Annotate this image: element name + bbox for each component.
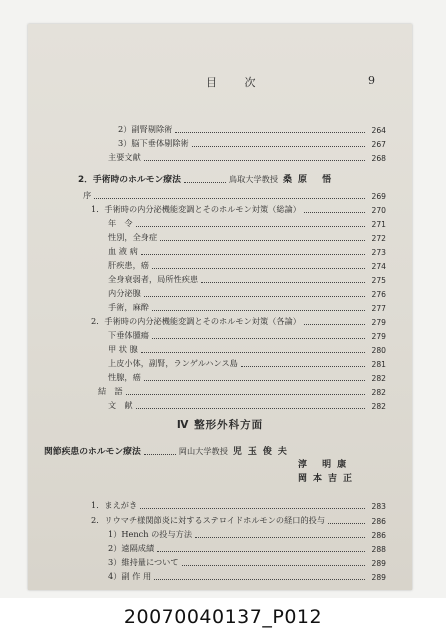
toc-entry-page: 274 xyxy=(371,262,386,271)
toc-entry-title: 2．リウマチ様関節炎に対するステロイドホルモンの経口的投与 xyxy=(91,515,326,525)
dot-leader xyxy=(154,579,365,580)
chapter-author-name: 桑原 悟 xyxy=(283,175,338,185)
toc-entry xyxy=(108,398,386,411)
toc-entry-page: 276 xyxy=(371,290,386,299)
article-heading-line xyxy=(44,444,382,457)
chapter-heading-title: 2．手術時のホルモン療法 xyxy=(78,175,181,185)
toc-entry-title: 結 語 xyxy=(98,386,123,396)
toc-entry-title: 性別，全身症 xyxy=(108,232,158,242)
toc-entry-page: 272 xyxy=(371,234,386,243)
dot-leader xyxy=(152,268,365,269)
toc-entry xyxy=(108,230,386,243)
chapter-author-affiliation: 鳥取大学教授 xyxy=(228,174,279,184)
article-author-name-2: 淳 明康 xyxy=(298,460,353,470)
toc-entry xyxy=(108,272,386,285)
dot-leader xyxy=(152,338,365,339)
chapter-heading-line xyxy=(78,172,360,185)
toc-entry-page: 281 xyxy=(371,360,386,369)
toc-entry xyxy=(91,202,386,215)
dot-leader xyxy=(241,366,365,367)
page-title: 目 次 xyxy=(206,76,268,89)
book-page xyxy=(28,24,412,590)
toc-entry-page: 282 xyxy=(371,388,386,397)
toc-entry xyxy=(91,498,386,511)
toc-entry xyxy=(108,328,386,341)
toc-entry xyxy=(108,370,386,383)
dot-leader xyxy=(175,132,365,133)
toc-entry xyxy=(108,244,386,257)
toc-entry xyxy=(108,527,386,540)
toc-entry-title: 肝疾患，癌 xyxy=(108,260,149,270)
toc-entry-title: 性腺，癌 xyxy=(108,372,141,382)
toc-entry xyxy=(118,122,386,135)
dot-leader xyxy=(182,565,365,566)
toc-entry-title: 4）副 作 用 xyxy=(108,571,152,581)
toc-entry xyxy=(108,342,386,355)
dot-leader xyxy=(136,408,365,409)
toc-entry-page: 270 xyxy=(371,206,386,215)
dot-leader xyxy=(195,537,365,538)
dot-leader xyxy=(160,240,365,241)
dot-leader xyxy=(94,198,365,199)
dot-leader xyxy=(144,454,176,455)
toc-entry-page: 286 xyxy=(371,531,386,540)
toc-entry-page: 279 xyxy=(371,318,386,327)
toc-entry-title: 年 令 xyxy=(108,218,133,228)
dot-leader xyxy=(328,523,365,524)
toc-entry-title: 下垂体腫瘍 xyxy=(108,330,149,340)
toc-entry-page: 269 xyxy=(371,192,386,201)
dot-leader xyxy=(144,160,365,161)
toc-entry-page: 283 xyxy=(371,502,386,511)
section-heading: Ⅳ 整形外科方面 xyxy=(176,419,264,431)
toc-entry-title: 1．手術時の内分泌機能変調とそのホルモン対策（総論） xyxy=(91,204,301,214)
article-author-affiliation: 岡山大学教授 xyxy=(178,446,228,456)
toc-entry-page: 277 xyxy=(371,304,386,313)
dot-leader xyxy=(126,394,365,395)
toc-entry-page: 286 xyxy=(371,517,386,526)
toc-entry-title: 手術，麻酔 xyxy=(108,302,149,312)
toc-entry xyxy=(108,258,386,271)
page-number: 9 xyxy=(368,74,375,87)
toc-entry-title: 3）脳下垂体剔除術 xyxy=(118,138,189,148)
toc-entry-title: 2）遠隔成績 xyxy=(108,543,155,553)
toc-entry-page: 279 xyxy=(371,332,386,341)
toc-entry-title: 主要文献 xyxy=(108,152,141,162)
dot-leader xyxy=(152,310,365,311)
dot-leader xyxy=(144,380,365,381)
article-heading-title: 関節疾患のホルモン療法 xyxy=(44,447,141,457)
toc-entry-title: 上皮小体，副腎，ランゲルハンス島 xyxy=(108,358,238,368)
toc-entry-page: 289 xyxy=(371,573,386,582)
article-author-name-3: 岡本吉正 xyxy=(298,474,359,484)
toc-entry-title: 1）Hench の投与方法 xyxy=(108,529,193,539)
toc-entry xyxy=(108,569,386,582)
toc-entry-title: 1．まえがき xyxy=(91,500,138,510)
dot-leader xyxy=(304,212,365,213)
toc-entry-page: 271 xyxy=(371,220,386,229)
dot-leader xyxy=(141,254,365,255)
toc-entry-page: 289 xyxy=(371,559,386,568)
toc-entry xyxy=(91,513,386,526)
dot-leader xyxy=(144,296,365,297)
dot-leader xyxy=(201,282,365,283)
toc-entry-title: 2）副腎剔除術 xyxy=(118,124,173,134)
dot-leader xyxy=(192,146,365,147)
toc-entry xyxy=(108,286,386,299)
toc-entry-page: 267 xyxy=(371,140,386,149)
dot-leader xyxy=(157,551,365,552)
toc-entry xyxy=(98,384,386,397)
toc-entry-title: 2．手術時の内分泌機能変調とそのホルモン対策（各論） xyxy=(91,316,301,326)
page-header xyxy=(28,74,412,92)
toc-entry xyxy=(118,136,386,149)
dot-leader xyxy=(140,508,365,509)
dot-leader xyxy=(184,182,226,183)
toc-entry xyxy=(108,300,386,313)
toc-entry-page: 288 xyxy=(371,545,386,554)
toc-entry xyxy=(83,188,386,201)
toc-entry-title: 全身衰弱者，局所性疾患 xyxy=(108,274,199,284)
toc-entry-title: 甲 状 腺 xyxy=(108,344,138,354)
dot-leader xyxy=(141,352,365,353)
toc-entry-page: 280 xyxy=(371,346,386,355)
toc-entry-page: 275 xyxy=(371,276,386,285)
toc-entry-title: 序 xyxy=(83,190,92,200)
toc-entry-page: 282 xyxy=(371,402,386,411)
toc-entry-page: 282 xyxy=(371,374,386,383)
toc-entry xyxy=(108,150,386,163)
toc-entry xyxy=(108,216,386,229)
toc-entry-title: 内分泌腺 xyxy=(108,288,141,298)
toc-entry-title: 血 液 病 xyxy=(108,246,138,256)
article-author-name-1: 児玉俊夫 xyxy=(232,447,293,457)
toc-entry xyxy=(91,314,386,327)
toc-entry xyxy=(108,541,386,554)
toc-entry-title: 文 献 xyxy=(108,400,133,410)
dot-leader xyxy=(136,226,365,227)
toc-entry-title: 3）維持量について xyxy=(108,557,179,567)
toc-entry xyxy=(108,555,386,568)
dot-leader xyxy=(304,324,365,325)
archive-id-label: 20070040137_P012 xyxy=(123,606,323,628)
toc-entry-page: 273 xyxy=(371,248,386,257)
toc-entry-page: 268 xyxy=(371,154,386,163)
toc-entry-page: 264 xyxy=(371,126,386,135)
toc-entry xyxy=(108,356,386,369)
